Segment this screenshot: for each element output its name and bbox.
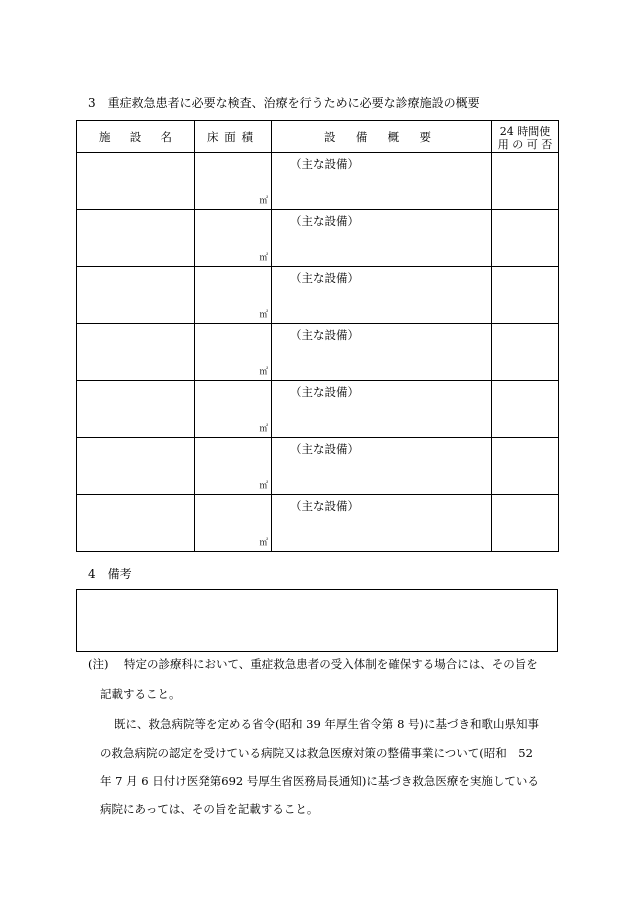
note-line-6: 病院にあっては、その旨を記載すること。	[100, 802, 319, 816]
table-row	[77, 324, 559, 381]
facility-name-cell[interactable]	[77, 495, 195, 552]
note-line-5: 年 7 月 6 日付け医発第692 号厚生省医務局長通知)に基づき救急医療を実施している	[100, 774, 539, 788]
availability-cell[interactable]	[492, 324, 559, 381]
facility-name-cell[interactable]	[77, 438, 195, 495]
equipment-cell[interactable]	[272, 381, 492, 438]
header-equipment-overview: 設 備 概 要	[272, 121, 492, 153]
main-equipment-label: （主な設備）	[290, 385, 359, 399]
facility-name-cell[interactable]	[77, 153, 195, 210]
equipment-cell[interactable]	[272, 210, 492, 267]
remarks-field[interactable]	[76, 589, 558, 652]
note-line-4: の救急病院の認定を受けている病院又は救急医療対策の整備事業について(昭和 52	[100, 746, 533, 760]
note-line-3: 既に、救急病院等を定める省令(昭和 39 年厚生省令第 8 号)に基づき和歌山県知事	[114, 717, 540, 731]
main-equipment-label: （主な設備）	[290, 442, 359, 456]
square-meter-unit: ㎡	[259, 424, 268, 434]
main-equipment-label: （主な設備）	[290, 271, 359, 285]
square-meter-unit: ㎡	[259, 367, 268, 377]
availability-cell[interactable]	[492, 267, 559, 324]
square-meter-unit: ㎡	[259, 196, 268, 206]
section-4-title: 4 備考	[88, 567, 132, 581]
main-equipment-label: （主な設備）	[290, 328, 359, 342]
floor-area-cell[interactable]	[195, 495, 272, 552]
table-header-row	[77, 121, 559, 153]
header-floor-area: 床 面 積	[195, 121, 272, 153]
floor-area-cell[interactable]	[195, 267, 272, 324]
facility-name-cell[interactable]	[77, 381, 195, 438]
floor-area-cell[interactable]	[195, 210, 272, 267]
header-24h-availability: 24 時間使 用 の 可 否	[492, 121, 559, 153]
facility-name-cell[interactable]	[77, 324, 195, 381]
square-meter-unit: ㎡	[259, 310, 268, 320]
square-meter-unit: ㎡	[259, 481, 268, 491]
facility-name-cell[interactable]	[77, 267, 195, 324]
section-3-title: 3 重症救急患者に必要な検査、治療を行うために必要な診療施設の概要	[88, 96, 480, 110]
table-row	[77, 267, 559, 324]
facility-table	[76, 120, 559, 552]
floor-area-cell[interactable]	[195, 324, 272, 381]
availability-cell[interactable]	[492, 381, 559, 438]
header-facility-name: 施 設 名	[77, 121, 195, 153]
main-equipment-label: （主な設備）	[290, 214, 359, 228]
table-row	[77, 210, 559, 267]
availability-cell[interactable]	[492, 495, 559, 552]
main-equipment-label: （主な設備）	[290, 499, 359, 513]
table-row	[77, 495, 559, 552]
availability-cell[interactable]	[492, 210, 559, 267]
square-meter-unit: ㎡	[259, 253, 268, 263]
floor-area-cell[interactable]	[195, 153, 272, 210]
main-equipment-label: （主な設備）	[290, 157, 359, 171]
equipment-cell[interactable]	[272, 267, 492, 324]
square-meter-unit: ㎡	[259, 538, 268, 548]
table-row	[77, 381, 559, 438]
note-line-1: 特定の診療科において、重症救急患者の受入体制を確保する場合には、その旨を	[124, 657, 538, 671]
table-row	[77, 153, 559, 210]
equipment-cell[interactable]	[272, 153, 492, 210]
availability-cell[interactable]	[492, 438, 559, 495]
note-line-2: 記載すること。	[100, 687, 181, 701]
floor-area-cell[interactable]	[195, 381, 272, 438]
floor-area-cell[interactable]	[195, 438, 272, 495]
equipment-cell[interactable]	[272, 438, 492, 495]
equipment-cell[interactable]	[272, 495, 492, 552]
facility-name-cell[interactable]	[77, 210, 195, 267]
availability-cell[interactable]	[492, 153, 559, 210]
equipment-cell[interactable]	[272, 324, 492, 381]
note-label: (注)	[88, 657, 109, 671]
table-row	[77, 438, 559, 495]
